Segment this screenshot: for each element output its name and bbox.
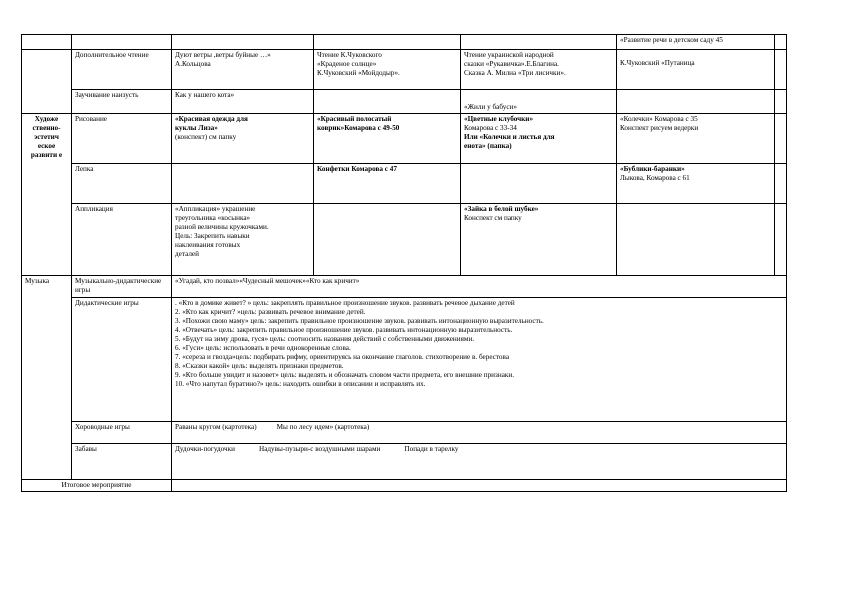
music-didactic-games: «Угадай, кто позвал»«Чудесный мешочек»«Кто как кричит» <box>172 276 787 298</box>
table-row <box>22 480 787 492</box>
table-row <box>22 276 787 298</box>
applique-col3: «Аппликация» украшение треугольника «косынка» разной величины кружочками. Цель: Закрепить навыки наклеивания готовых деталей <box>172 204 314 276</box>
list-item: 2. «Кто как кричит? »цель: развивать речевое внимание детей. <box>175 308 366 316</box>
reading-col6: К.Чуковский «Путаница <box>617 50 775 90</box>
modeling-col4: Конфетки Комарова с 47 <box>314 164 461 204</box>
section-art: Художе ственно- эстетич еское развити е <box>22 114 72 276</box>
top-cell-development: «Развитие речи в детском саду 45 <box>617 35 775 50</box>
drawing-col3: «Красивая одежда для куклы Лиза» (конспект) см папку <box>172 114 314 164</box>
list-item: 10. «Что напутал буратино?» цель: находить ошибки в описании и исправлять их. <box>175 380 426 388</box>
list-item: 9. «Кто больше увидит и назовет» цель: выделять и обозначать словом части предмета, его внешние признаки. <box>175 371 515 379</box>
table-row <box>22 164 787 204</box>
drawing-col5: «Цветные клубочки» Комарова с 33-34 Или «Колечки и листья для енота» (папка) <box>461 114 617 164</box>
table-row <box>22 114 787 164</box>
label-final-event: Итоговое мероприятие <box>22 480 172 492</box>
table-row <box>22 298 787 422</box>
table-row <box>22 204 787 276</box>
label-modeling: Лепка <box>72 164 172 204</box>
section-music: Музыка <box>22 276 72 480</box>
reading-col5: Чтение украинской народной сказки «Рукавичка».Е.Благина. Сказка А. Милна «Три лисички». <box>461 50 617 90</box>
label-fun: Забавы <box>72 444 172 480</box>
table-row <box>22 50 787 90</box>
list-item: 6. «Гуси» цель: использовать в речи однокоренные слова. <box>175 344 351 352</box>
didactic-games-list <box>172 298 787 422</box>
label-reading: Дополнительное чтение <box>72 50 172 90</box>
reading-col3: Дуют ветры ,ветры буйные …» А.Кольцова <box>172 50 314 90</box>
list-item: 3. «Похожи свою маму» цель: закрепить правильное произношение звуков. развивать интонационную выразительность. <box>175 317 544 325</box>
list-item: 4. «Отвечать» цель: закрепить правильное произношение звуков. развивать интонационную выразительность. <box>175 326 513 334</box>
label-didactic: Дидактические игры <box>72 298 172 422</box>
label-drawing: Рисование <box>72 114 172 164</box>
list-item: 5. «Будут на зиму дрова, гуся» цель: соотносить названия действий с собственными движениями. <box>175 335 475 343</box>
label-applique: Аппликация <box>72 204 172 276</box>
label-memorize: Заучивание наизусть <box>72 90 172 114</box>
round-dance-games: Раваны кругом (картотека) Мы по лесу идем» (картотека) <box>172 422 787 444</box>
drawing-col4: «Красивый полосатый коврик»Комарова с 49-50 <box>314 114 461 164</box>
table-row <box>22 422 787 444</box>
plan-table-page <box>21 34 786 498</box>
table-row <box>22 35 787 50</box>
table-row <box>22 444 787 480</box>
memorize-col3: Как у нашего кота» <box>172 90 314 114</box>
drawing-col6: «Колечки» Комарова с 35 Конспект рисуем ведерки <box>617 114 775 164</box>
fun-activities: Дудочки-погудочки Надувы-пузыри-с воздушными шарами Попади в тарелку <box>172 444 787 480</box>
label-round-dance: Хороводные игры <box>72 422 172 444</box>
applique-col5: «Зайка в белой шубке» Конспект см папку <box>461 204 617 276</box>
list-item: 8. «Сказки какой» цель: выделять признаки предметов. <box>175 362 344 370</box>
plan-table <box>21 34 787 492</box>
memorize-col5: «Жили у бабуси» <box>461 90 617 114</box>
label-music-didactic: Музыкально-дидактические игры <box>72 276 172 298</box>
list-item: 7. «сереза и гвозда»цель: подбирать рифму, ориентируясь на окончание глаголов. стихотворение в. берестова <box>175 353 510 361</box>
list-item: . «Кто в домике живет? » цель: закреплять правильное произношение звуков. развивать речевое дыхание детей <box>175 299 515 307</box>
table-row <box>22 90 787 114</box>
modeling-col6: «Бублики-баранки» Лыкова, Комарова с 61 <box>617 164 775 204</box>
reading-col4: Чтение К.Чуковского «Краденое солнце» К.Чуковский «Мойдодыр». <box>314 50 461 90</box>
